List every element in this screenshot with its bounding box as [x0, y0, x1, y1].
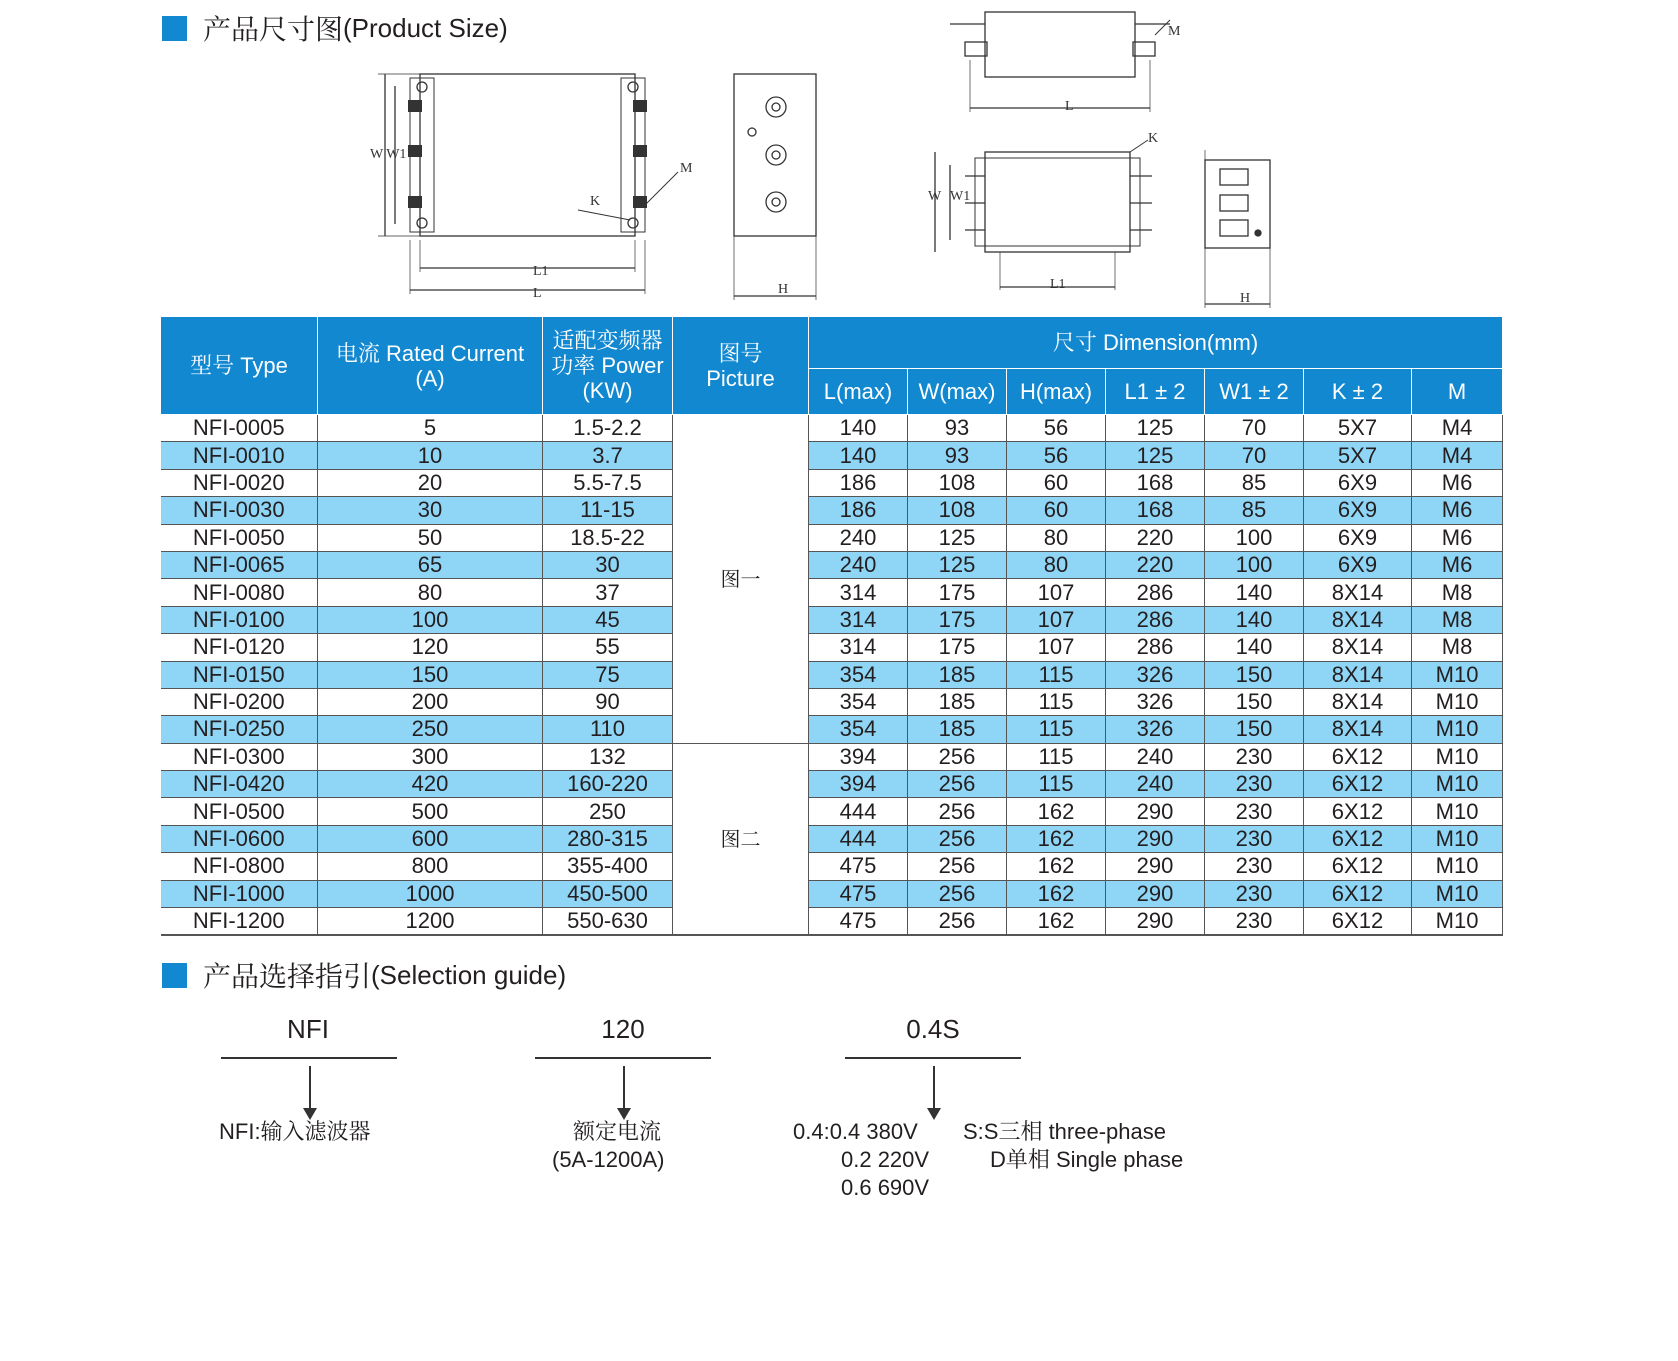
cell-w: 256 — [908, 798, 1007, 825]
cell-k: 6X12 — [1304, 771, 1412, 798]
cell-m: M10 — [1412, 743, 1503, 770]
cell-l: 314 — [809, 634, 908, 661]
cell-m: M8 — [1412, 606, 1503, 633]
cell-model: NFI-0120 — [161, 634, 318, 661]
label-w1: W1 — [950, 189, 971, 204]
cell-w1: 140 — [1205, 606, 1304, 633]
cell-power: 355-400 — [543, 853, 673, 880]
header-l: L(max) — [809, 369, 908, 415]
cell-k: 6X12 — [1304, 853, 1412, 880]
cell-model: NFI-0080 — [161, 579, 318, 606]
cell-h: 60 — [1007, 469, 1106, 496]
cell-current: 150 — [318, 661, 543, 688]
cell-k: 8X14 — [1304, 688, 1412, 715]
cell-current: 50 — [318, 524, 543, 551]
cell-w: 256 — [908, 880, 1007, 907]
cell-w1: 140 — [1205, 634, 1304, 661]
section-marker — [162, 963, 187, 988]
cell-current: 250 — [318, 716, 543, 743]
header-dimension: 尺寸 Dimension(mm) — [809, 317, 1503, 369]
cell-w: 256 — [908, 853, 1007, 880]
cell-m: M10 — [1412, 771, 1503, 798]
code-voltage: 0.4S — [906, 1014, 960, 1044]
cell-w: 256 — [908, 771, 1007, 798]
code-prefix: NFI — [287, 1014, 329, 1044]
cell-k: 8X14 — [1304, 716, 1412, 743]
cell-m: M10 — [1412, 661, 1503, 688]
specification-table — [160, 316, 1503, 936]
cell-w1: 100 — [1205, 524, 1304, 551]
cell-h: 162 — [1007, 853, 1106, 880]
phase-option-1: S:S三相 three-phase — [963, 1119, 1166, 1144]
cell-l: 186 — [809, 497, 908, 524]
cell-model: NFI-0800 — [161, 853, 318, 880]
cell-w1: 230 — [1205, 825, 1304, 852]
cell-w: 256 — [908, 825, 1007, 852]
cell-l1: 290 — [1106, 825, 1205, 852]
cell-h: 107 — [1007, 579, 1106, 606]
cell-h: 115 — [1007, 771, 1106, 798]
cell-h: 107 — [1007, 606, 1106, 633]
table-row — [161, 771, 1503, 798]
cell-l: 354 — [809, 661, 908, 688]
cell-w: 185 — [908, 688, 1007, 715]
cell-m: M6 — [1412, 469, 1503, 496]
code-current-desc: 额定电流 — [573, 1119, 662, 1144]
cell-k: 8X14 — [1304, 579, 1412, 606]
code-current: 120 — [601, 1014, 645, 1044]
cell-current: 120 — [318, 634, 543, 661]
figure-2-top-view — [950, 12, 1181, 114]
cell-l: 314 — [809, 606, 908, 633]
figure-1-front-view — [370, 74, 693, 301]
cell-l: 394 — [809, 743, 908, 770]
cell-w: 125 — [908, 551, 1007, 578]
cell-k: 6X12 — [1304, 880, 1412, 907]
cell-h: 60 — [1007, 497, 1106, 524]
table-row — [161, 606, 1503, 633]
cell-w1: 150 — [1205, 688, 1304, 715]
cell-current: 5 — [318, 415, 543, 442]
cell-l: 140 — [809, 442, 908, 469]
cell-model: NFI-0100 — [161, 606, 318, 633]
cell-w: 175 — [908, 579, 1007, 606]
code-current-arrow — [623, 1066, 625, 1110]
cell-w: 185 — [908, 661, 1007, 688]
table-row — [161, 579, 1503, 606]
header-h: H(max) — [1007, 369, 1106, 415]
header-picture-line2: Picture — [706, 365, 775, 391]
cell-power: 45 — [543, 606, 673, 633]
cell-k: 6X12 — [1304, 798, 1412, 825]
cell-l1: 168 — [1106, 497, 1205, 524]
cell-power: 550-630 — [543, 908, 673, 936]
cell-w1: 140 — [1205, 579, 1304, 606]
cell-h: 162 — [1007, 825, 1106, 852]
cell-k: 6X9 — [1304, 497, 1412, 524]
cell-model: NFI-0420 — [161, 771, 318, 798]
cell-w: 108 — [908, 497, 1007, 524]
table-row — [161, 908, 1503, 936]
cell-m: M10 — [1412, 853, 1503, 880]
label-ww1: W W1 — [370, 147, 407, 162]
table-row — [161, 798, 1503, 825]
cell-w: 185 — [908, 716, 1007, 743]
label-l-fig1: L — [533, 286, 542, 301]
cell-current: 500 — [318, 798, 543, 825]
label-m-fig2: M — [1168, 24, 1181, 39]
table-row — [161, 880, 1503, 907]
code-voltage-arrow — [933, 1066, 935, 1110]
table-row — [161, 469, 1503, 496]
cell-model: NFI-0250 — [161, 716, 318, 743]
cell-h: 162 — [1007, 908, 1106, 936]
cell-m: M6 — [1412, 551, 1503, 578]
cell-model: NFI-0200 — [161, 688, 318, 715]
product-drawings — [0, 0, 1678, 310]
table-row — [161, 497, 1503, 524]
label-k-fig2: K — [1148, 131, 1159, 146]
cell-model: NFI-0020 — [161, 469, 318, 496]
header-current-line1: 电流 Rated Current — [335, 340, 525, 366]
cell-m: M10 — [1412, 798, 1503, 825]
cell-power: 30 — [543, 551, 673, 578]
cell-l1: 220 — [1106, 551, 1205, 578]
cell-h: 115 — [1007, 743, 1106, 770]
cell-power: 250 — [543, 798, 673, 825]
cell-h: 107 — [1007, 634, 1106, 661]
cell-power: 11-15 — [543, 497, 673, 524]
cell-k: 8X14 — [1304, 634, 1412, 661]
cell-k: 5X7 — [1304, 415, 1412, 442]
cell-w1: 230 — [1205, 853, 1304, 880]
cell-m: M10 — [1412, 825, 1503, 852]
code-prefix-underline — [221, 1057, 397, 1059]
cell-w1: 230 — [1205, 771, 1304, 798]
cell-model: NFI-0065 — [161, 551, 318, 578]
header-current-line2: (A) — [415, 365, 445, 391]
cell-l1: 286 — [1106, 606, 1205, 633]
cell-k: 6X12 — [1304, 825, 1412, 852]
cell-l1: 240 — [1106, 743, 1205, 770]
header-picture-line1: 图号 — [718, 340, 763, 366]
cell-power: 280-315 — [543, 825, 673, 852]
header-l1: L1 ± 2 — [1106, 369, 1205, 415]
cell-h: 80 — [1007, 524, 1106, 551]
cell-current: 20 — [318, 469, 543, 496]
cell-h: 115 — [1007, 688, 1106, 715]
cell-w1: 100 — [1205, 551, 1304, 578]
product-size-title-zh: 产品尺寸图 — [203, 13, 344, 46]
cell-model: NFI-0150 — [161, 661, 318, 688]
table-row — [161, 634, 1503, 661]
header-w: W(max) — [908, 369, 1007, 415]
selection-guide-title-zh: 产品选择指引 — [203, 960, 372, 993]
table-row — [161, 661, 1503, 688]
cell-current: 65 — [318, 551, 543, 578]
cell-l: 314 — [809, 579, 908, 606]
figure-1-side-view — [734, 74, 816, 300]
cell-model: NFI-1200 — [161, 908, 318, 936]
code-current-underline — [535, 1057, 711, 1059]
table-row — [161, 442, 1503, 469]
cell-power: 1.5-2.2 — [543, 415, 673, 442]
cell-w1: 230 — [1205, 908, 1304, 936]
cell-power: 450-500 — [543, 880, 673, 907]
voltage-option-1: 0.4:0.4 380V — [793, 1119, 918, 1144]
cell-l: 444 — [809, 798, 908, 825]
cell-current: 200 — [318, 688, 543, 715]
cell-l1: 326 — [1106, 688, 1205, 715]
header-w1: W1 ± 2 — [1205, 369, 1304, 415]
cell-m: M8 — [1412, 579, 1503, 606]
header-type: 型号 Type — [161, 317, 318, 415]
cell-m: M10 — [1412, 908, 1503, 936]
cell-w: 256 — [908, 743, 1007, 770]
header-m: M — [1412, 369, 1503, 415]
label-h-fig1: H — [778, 282, 789, 297]
product-size-title-en: (Product Size) — [343, 12, 508, 43]
cell-power: 18.5-22 — [543, 524, 673, 551]
picture-group-cell: 图一 — [673, 415, 809, 744]
cell-l: 475 — [809, 853, 908, 880]
cell-w1: 230 — [1205, 743, 1304, 770]
cell-h: 115 — [1007, 716, 1106, 743]
code-prefix-desc: NFI:输入滤波器 — [219, 1119, 371, 1144]
cell-m: M10 — [1412, 688, 1503, 715]
cell-current: 1200 — [318, 908, 543, 936]
cell-l1: 286 — [1106, 634, 1205, 661]
cell-l: 186 — [809, 469, 908, 496]
cell-current: 420 — [318, 771, 543, 798]
cell-l1: 290 — [1106, 908, 1205, 936]
figure-2-front-view — [928, 131, 1158, 292]
cell-k: 6X12 — [1304, 743, 1412, 770]
cell-w1: 150 — [1205, 716, 1304, 743]
cell-m: M6 — [1412, 497, 1503, 524]
cell-l: 354 — [809, 716, 908, 743]
cell-w1: 230 — [1205, 798, 1304, 825]
cell-model: NFI-0500 — [161, 798, 318, 825]
cell-current: 1000 — [318, 880, 543, 907]
cell-power: 90 — [543, 688, 673, 715]
cell-power: 110 — [543, 716, 673, 743]
label-h-fig2: H — [1240, 291, 1251, 306]
header-k: K ± 2 — [1304, 369, 1412, 415]
cell-w1: 150 — [1205, 661, 1304, 688]
cell-power: 5.5-7.5 — [543, 469, 673, 496]
header-power-line2: 功率 Power — [551, 353, 664, 378]
cell-l1: 125 — [1106, 415, 1205, 442]
cell-w1: 85 — [1205, 497, 1304, 524]
cell-k: 6X9 — [1304, 524, 1412, 551]
cell-current: 600 — [318, 825, 543, 852]
selection-guide-title — [162, 955, 566, 995]
cell-w: 175 — [908, 634, 1007, 661]
cell-w: 256 — [908, 908, 1007, 936]
cell-k: 6X12 — [1304, 908, 1412, 936]
table-row — [161, 853, 1503, 880]
label-l1-fig1: L1 — [533, 264, 549, 279]
selection-guide-title-en: (Selection guide) — [371, 959, 567, 990]
table-row — [161, 716, 1503, 743]
cell-k: 8X14 — [1304, 606, 1412, 633]
table-row — [161, 688, 1503, 715]
cell-model: NFI-0050 — [161, 524, 318, 551]
cell-h: 56 — [1007, 415, 1106, 442]
cell-l1: 326 — [1106, 716, 1205, 743]
code-voltage-underline — [845, 1057, 1021, 1059]
cell-w: 93 — [908, 415, 1007, 442]
cell-l1: 220 — [1106, 524, 1205, 551]
cell-w: 93 — [908, 442, 1007, 469]
cell-h: 115 — [1007, 661, 1106, 688]
label-w: W — [928, 189, 942, 204]
cell-w1: 70 — [1205, 415, 1304, 442]
label-k-fig1: K — [590, 194, 601, 209]
header-current — [318, 317, 543, 415]
cell-current: 300 — [318, 743, 543, 770]
cell-current: 10 — [318, 442, 543, 469]
cell-l1: 168 — [1106, 469, 1205, 496]
cell-l1: 286 — [1106, 579, 1205, 606]
label-m-fig1: M — [680, 161, 693, 176]
cell-l: 140 — [809, 415, 908, 442]
table-row — [161, 551, 1503, 578]
table-row — [161, 524, 1503, 551]
cell-l1: 326 — [1106, 661, 1205, 688]
cell-m: M6 — [1412, 524, 1503, 551]
cell-l1: 290 — [1106, 798, 1205, 825]
cell-h: 162 — [1007, 798, 1106, 825]
code-prefix-arrow — [309, 1066, 311, 1110]
figure-2-side-view — [1205, 150, 1270, 308]
header-power-line1: 适配变频器 — [552, 328, 663, 353]
cell-m: M10 — [1412, 880, 1503, 907]
header-power — [543, 317, 673, 415]
cell-h: 80 — [1007, 551, 1106, 578]
cell-l: 240 — [809, 524, 908, 551]
cell-m: M8 — [1412, 634, 1503, 661]
header-power-line3: (KW) — [582, 378, 633, 403]
cell-l1: 290 — [1106, 880, 1205, 907]
cell-power: 75 — [543, 661, 673, 688]
cell-model: NFI-0010 — [161, 442, 318, 469]
cell-l: 444 — [809, 825, 908, 852]
voltage-option-2: 0.2 220V — [841, 1147, 930, 1172]
cell-current: 80 — [318, 579, 543, 606]
cell-w1: 70 — [1205, 442, 1304, 469]
cell-k: 6X9 — [1304, 469, 1412, 496]
cell-w: 175 — [908, 606, 1007, 633]
cell-model: NFI-0030 — [161, 497, 318, 524]
cell-l1: 125 — [1106, 442, 1205, 469]
cell-w: 108 — [908, 469, 1007, 496]
cell-k: 8X14 — [1304, 661, 1412, 688]
cell-current: 30 — [318, 497, 543, 524]
cell-m: M10 — [1412, 716, 1503, 743]
cell-model: NFI-0005 — [161, 415, 318, 442]
cell-power: 160-220 — [543, 771, 673, 798]
cell-l1: 290 — [1106, 853, 1205, 880]
cell-power: 37 — [543, 579, 673, 606]
cell-power: 55 — [543, 634, 673, 661]
cell-w: 125 — [908, 524, 1007, 551]
cell-model: NFI-0600 — [161, 825, 318, 852]
code-current-range: (5A-1200A) — [552, 1147, 665, 1172]
cell-k: 6X9 — [1304, 551, 1412, 578]
cell-power: 3.7 — [543, 442, 673, 469]
voltage-option-3: 0.6 690V — [841, 1175, 930, 1200]
cell-m: M4 — [1412, 415, 1503, 442]
label-l-fig2: L — [1065, 99, 1074, 114]
cell-power: 132 — [543, 743, 673, 770]
cell-current: 800 — [318, 853, 543, 880]
table-row — [161, 825, 1503, 852]
picture-group-cell: 图二 — [673, 743, 809, 935]
cell-l: 475 — [809, 908, 908, 936]
cell-l: 354 — [809, 688, 908, 715]
label-l1-fig2: L1 — [1050, 277, 1066, 292]
cell-l: 475 — [809, 880, 908, 907]
table-row — [161, 743, 1503, 770]
cell-l: 394 — [809, 771, 908, 798]
cell-k: 5X7 — [1304, 442, 1412, 469]
table-row — [161, 415, 1503, 442]
header-picture — [673, 317, 809, 415]
cell-l: 240 — [809, 551, 908, 578]
cell-model: NFI-0300 — [161, 743, 318, 770]
cell-current: 100 — [318, 606, 543, 633]
cell-model: NFI-1000 — [161, 880, 318, 907]
cell-h: 162 — [1007, 880, 1106, 907]
cell-h: 56 — [1007, 442, 1106, 469]
cell-w1: 85 — [1205, 469, 1304, 496]
cell-w1: 230 — [1205, 880, 1304, 907]
cell-m: M4 — [1412, 442, 1503, 469]
cell-l1: 240 — [1106, 771, 1205, 798]
phase-option-2: D单相 Single phase — [990, 1147, 1184, 1172]
